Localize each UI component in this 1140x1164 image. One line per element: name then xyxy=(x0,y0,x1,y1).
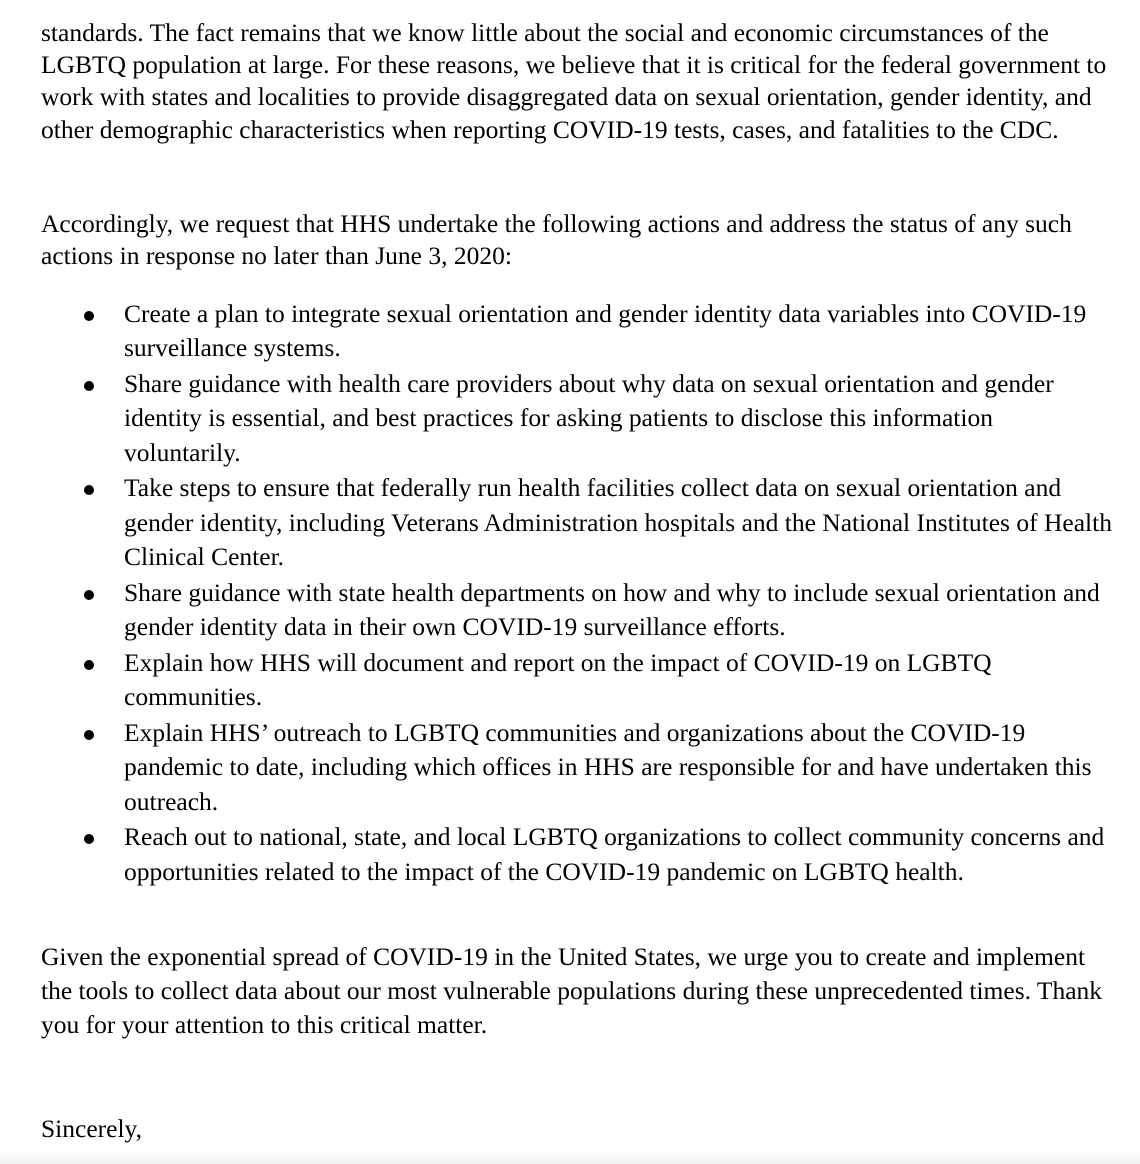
list-item xyxy=(0,297,1114,366)
bullet-icon xyxy=(84,834,94,844)
list-item xyxy=(0,576,1114,645)
bullet-icon xyxy=(84,590,94,600)
paragraph-urgent-request: Given the exponential spread of COVID-19 in the United States, we urge you to create and implement the tools to collect data about our most vulnerable populations during these unprecedented times. Thank you for your attention to this critical matter. xyxy=(41,942,1103,1039)
list-item-text: Reach out to national, state, and local LGBTQ organizations to collect community concerns and opportunities related to the impact of the COVID-19 pandemic on LGBTQ health. xyxy=(124,822,1105,886)
bullet-icon xyxy=(84,660,94,670)
list-item xyxy=(0,716,1114,819)
list-item-text: Explain how HHS will document and report on the impact of COVID-19 on LGBTQ communities. xyxy=(124,647,992,712)
action-list xyxy=(0,297,1140,891)
paragraph-data-disaggregation: standards. The fact remains that we know little about the social and economic circumstances of the LGBTQ population at large. For these reasons, we believe that it is critical for the federal government to work with states and localities to provide disaggregated data on sexual orientation, gender identity, and other demographic characteristics when reporting COVID-19 tests, cases, and fatalities to the CDC. xyxy=(41,18,1107,144)
bullet-icon xyxy=(84,381,94,391)
closing-salutation: Sincerely, xyxy=(41,1114,143,1143)
list-item-text: Take steps to ensure that federally run health facilities collect data on sexual orientation and gender identity, including Veterans Administration hospitals and the National Institutes of Health Clinical Center. xyxy=(124,473,1112,572)
list-item xyxy=(0,471,1114,574)
bullet-icon xyxy=(84,485,94,495)
paragraph-request-intro: Accordingly, we request that HHS undertake the following actions and address the status of any such actions in response no later than June 3, 2020: xyxy=(41,209,1072,271)
bullet-icon xyxy=(84,311,94,321)
list-item-text: Explain HHS’ outreach to LGBTQ communities and organizations about the COVID-19 pandemic to date, including which offices in HHS are responsible for and have undertaken this outreach. xyxy=(124,718,1092,816)
bullet-icon xyxy=(84,730,94,740)
page-bottom-shade xyxy=(0,1150,1140,1164)
list-item xyxy=(0,646,1114,715)
list-item xyxy=(0,367,1114,470)
list-item xyxy=(0,820,1114,889)
list-item-text: Share guidance with state health departments on how and why to include sexual orientation and gender identity data in their own COVID-19 surveillance efforts. xyxy=(124,577,1100,642)
list-item-text: Create a plan to integrate sexual orientation and gender identity data variables into COVID-19 surveillance systems. xyxy=(124,299,1087,363)
list-item-text: Share guidance with health care providers about why data on sexual orientation and gender identity is essential, and best practices for asking patients to disclose this information voluntarily. xyxy=(124,369,1054,467)
